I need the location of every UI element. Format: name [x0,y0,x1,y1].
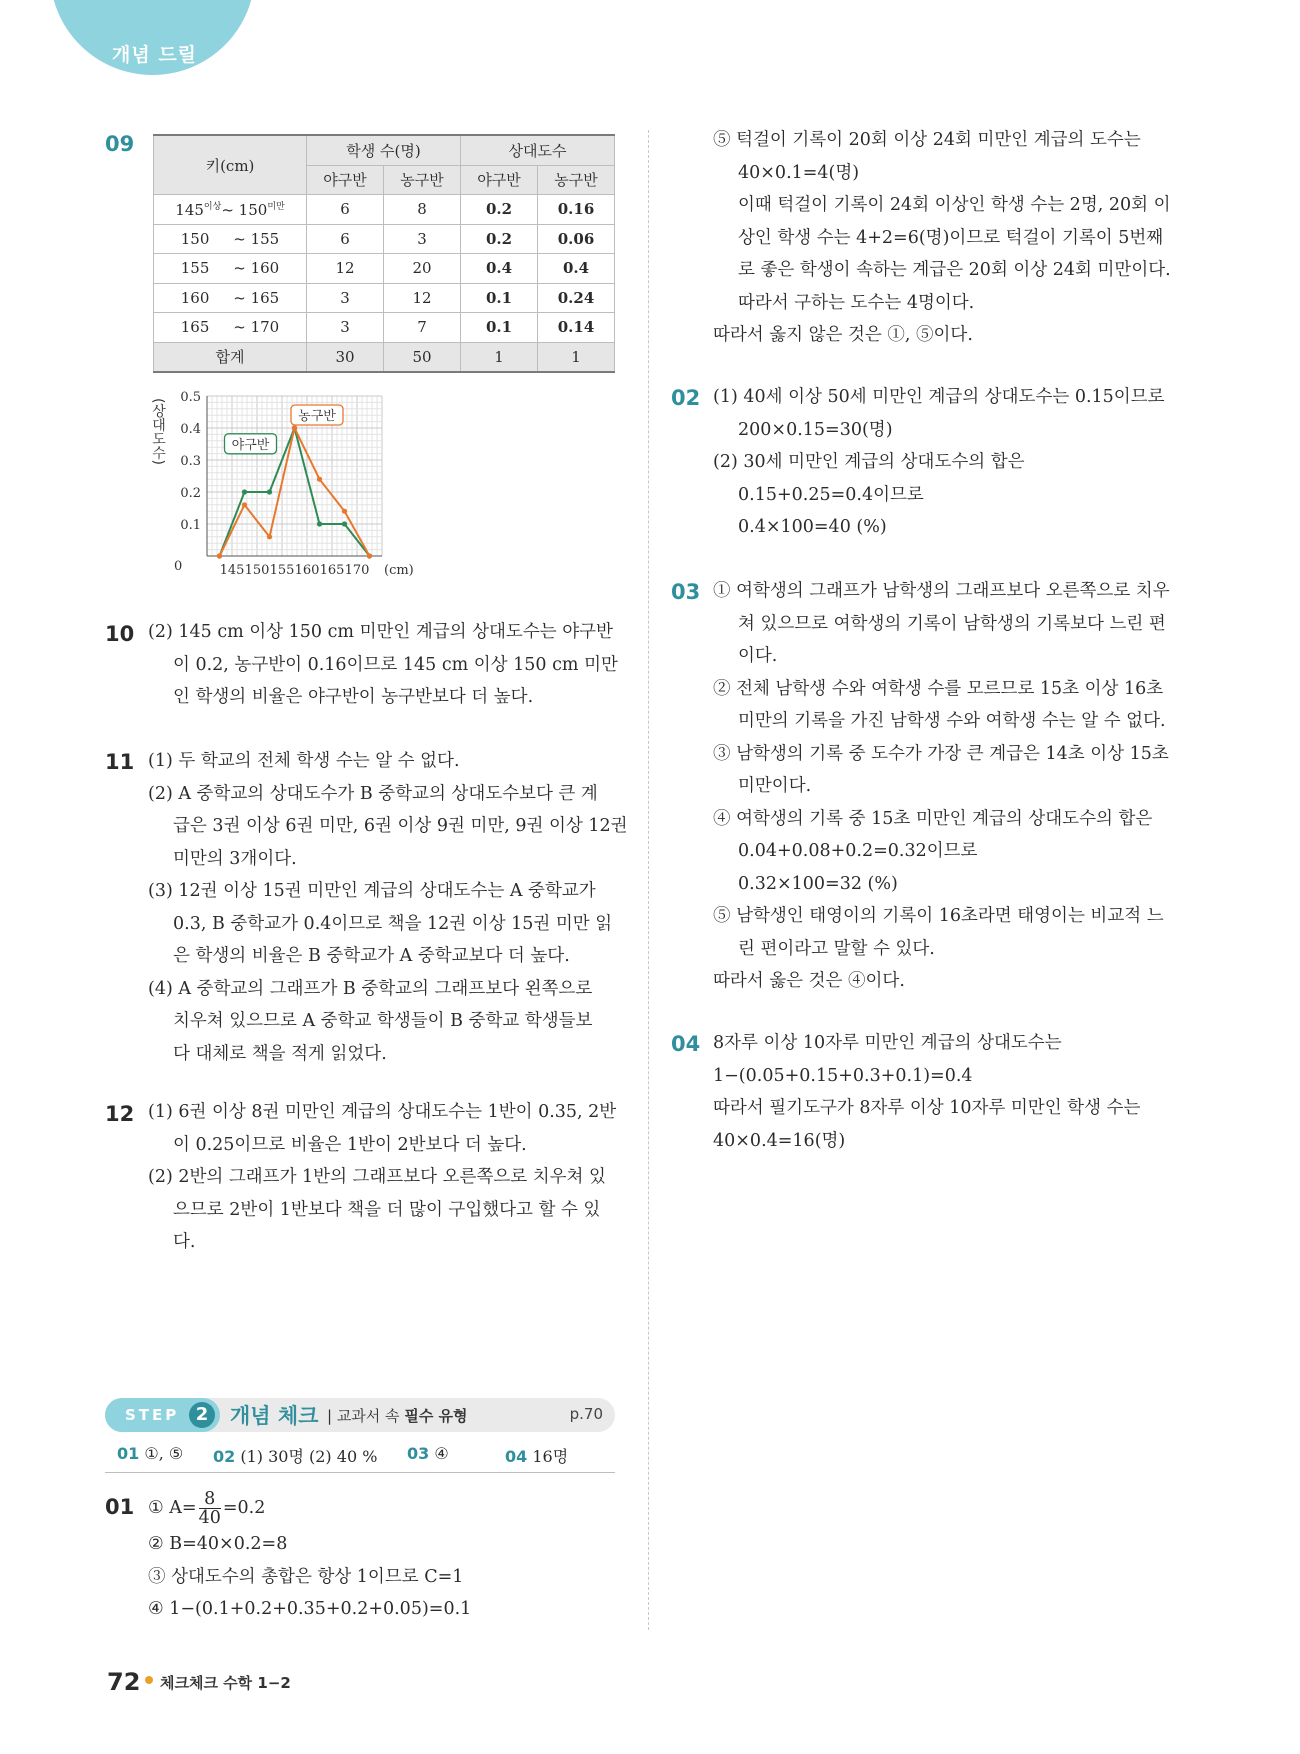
text-line: (2) 2반의 그래프가 1반의 그래프보다 오른쪽으로 치우쳐 있 [148,1167,606,1187]
class-range: 155 ~ 160 [154,254,307,284]
sub-baseball-count: 야구반 [307,165,384,195]
text-line: 40×0.1=4(명) [738,162,860,183]
y-tick-label: 0.2 [180,486,201,501]
cell: 6 [307,224,384,254]
cell: 3 [384,224,461,254]
step-subtitle: | 교과서 속 필수 유형 [327,1407,468,1425]
sub-basketball-rel: 농구반 [538,165,615,195]
data-point [342,509,347,514]
text-line: 상인 학생 수는 4+2=6(명)이므로 턱걸이 기록이 5번째 [738,227,1164,248]
x-tick-label: 160 [294,563,320,578]
text-line: 0.3, B 중학교가 0.4이므로 책을 12권 이상 15권 미만 읽 [173,913,613,934]
step2-bar [105,1398,615,1432]
text-line: 40×0.4=16(명) [713,1130,846,1151]
text-line: 1−(0.05+0.15+0.3+0.1)=0.4 [713,1065,973,1086]
cell: 50 [384,342,461,372]
problem-number-12: 12 [105,1102,135,1126]
text-line: (1) 40세 이상 50세 미만인 계급의 상대도수는 0.15이므로 [713,387,1165,407]
text-line: ② 전체 남학생 수와 여학생 수를 모르므로 15초 이상 16초 [713,678,1164,699]
text-line: (1) 두 학교의 전체 학생 수는 알 수 없다. [148,751,460,771]
y-tick-label: 0.5 [180,390,201,405]
text-line: 8자루 이상 10자루 미만인 계급의 상대도수는 [713,1033,1062,1053]
text-line: 쳐 있으므로 여학생의 기록이 남학생의 기록보다 느린 편 [738,613,1166,634]
cell: 0.14 [538,313,615,343]
sub-baseball-rel: 야구반 [461,165,538,195]
section-tab-label: 개념 드릴 [112,44,198,66]
legend-callout-basketball [291,405,343,425]
step2-answer-key [105,1438,615,1473]
y-tick-label: 0.4 [180,422,201,437]
text-line: 0.04+0.08+0.2=0.32이므로 [738,841,978,861]
cell: 0.16 [538,195,615,225]
table-row [154,195,615,225]
problem-number-s02: 02 [671,386,701,410]
text-line: 200×0.15=30(명) [738,419,893,440]
text-line: 0.15+0.25=0.4이므로 [738,484,924,505]
cell: 3 [307,283,384,313]
cell: 0.06 [538,224,615,254]
text-line: 따라서 옳은 것은 ④이다. [713,971,905,991]
text-line: ④ 1−(0.1+0.2+0.35+0.2+0.05)=0.1 [148,1599,472,1619]
cell: 20 [384,254,461,284]
text-line: 이때 턱걸이 기록이 24회 이상인 학생 수는 2명, 20회 이 [738,195,1171,215]
text-line: ④ 여학생의 기록 중 15초 미만인 계급의 상대도수의 합은 [713,808,1153,829]
text-line: 로 좋은 학생이 속하는 계급은 20회 이상 24회 미만이다. [738,260,1171,280]
step-label: STEP [125,1406,180,1424]
cell: 0.4 [538,254,615,284]
text-line: (1) 6권 이상 8권 미만인 계급의 상대도수는 1반이 0.35, 2반 [148,1102,617,1122]
x-tick-label: 165 [319,563,345,578]
answer-10 [148,616,628,714]
answer-key-item: 01 ①, ⑤ [117,1444,184,1463]
class-range: 150 ~ 155 [154,224,307,254]
callout-label: 농구반 [298,409,336,424]
x-tick-label: 170 [344,563,370,578]
text-line: ⑤ 남학생인 태영이의 기록이 16초라면 태영이는 비교적 느 [713,906,1164,926]
answer-s04 [713,1027,1193,1157]
text-line: ① 여학생의 그래프가 남학생의 그래프보다 오른쪽으로 치우 [713,581,1170,601]
text-line: 따라서 필기도구가 8자루 이상 10자루 미만인 학생 수는 [713,1098,1141,1118]
answer-key-item: 02 (1) 30명 (2) 40 % [213,1447,378,1466]
table-row [154,283,615,313]
problem-number-s03: 03 [671,580,701,604]
legend-callout-baseball [225,434,277,454]
step-page-ref: p.70 [569,1405,603,1423]
y-tick-label: 0.1 [180,518,201,533]
text-line: 급은 3권 이상 6권 미만, 6권 이상 9권 미만, 9권 이상 12권 [173,816,628,836]
step2-header [105,1398,615,1478]
data-point [242,502,247,507]
page-number: 72 [107,1668,141,1696]
text-line: ③ 상대도수의 총합은 항상 1이므로 C=1 [148,1566,464,1587]
data-point [292,425,297,430]
text-line: 다. [173,1232,196,1252]
cell: 1 [461,342,538,372]
answer-12 [148,1096,628,1259]
text-line: 미만의 기록을 가진 남학생 수와 여학생 수는 알 수 없다. [738,711,1166,731]
text-line: 다 대체로 책을 적게 읽었다. [173,1043,387,1064]
footer-dot-icon [145,1676,153,1684]
x-tick-label: 145 [219,563,245,578]
text-line: 0.32×100=32 (%) [738,873,898,894]
cell: 12 [307,254,384,284]
step-number: 2 [189,1402,215,1428]
answer-s02 [713,381,1193,544]
cell: 3 [307,313,384,343]
text-line: 으므로 2반이 1반보다 책을 더 많이 구입했다고 할 수 있 [173,1199,601,1220]
data-point [242,489,247,494]
callout-label: 야구반 [231,437,270,453]
data-point [217,553,222,558]
text-line: 은 학생의 비율은 B 중학교가 A 중학교보다 더 높다. [173,946,570,966]
x-tick-label: 150 [244,563,270,578]
group-students: 학생 수(명) [307,135,461,165]
answer-key-item: 04 16명 [505,1447,569,1466]
text-line: ③ 남학생의 기록 중 도수가 가장 큰 계급은 14초 이상 15초 [713,743,1169,764]
col-height: 키(cm) [154,135,307,195]
cell: 7 [384,313,461,343]
relative-frequency-polygon [150,390,414,585]
data-point [267,489,272,494]
cell: 0.1 [461,313,538,343]
cell: 30 [307,342,384,372]
cell: 0.2 [461,224,538,254]
data-point [267,534,272,539]
text-line: 이 0.25이므로 비율은 1반이 2반보다 더 높다. [173,1134,527,1155]
answer-s01-continued [713,124,1193,352]
group-relative: 상대도수 [461,135,615,165]
cell: 6 [307,195,384,225]
text-line: 인 학생의 비율은 야구반이 농구반보다 더 높다. [173,687,534,707]
cell: 0.1 [461,283,538,313]
cell: 0.4 [461,254,538,284]
class-range: 165 ~ 170 [154,313,307,343]
problem-number-09: 09 [105,132,135,156]
cell: 1 [538,342,615,372]
data-point [342,521,347,526]
text-line: (2) A 중학교의 상대도수가 B 중학교의 상대도수보다 큰 계 [148,783,598,804]
table-row [154,224,615,254]
text-line: 따라서 옳지 않은 것은 ①, ⑤이다. [713,325,973,345]
table-row [154,254,615,284]
y-tick-label: 0.3 [180,454,201,469]
text-line: (4) A 중학교의 그래프가 B 중학교의 그래프보다 왼쪽으로 [148,978,593,999]
text-line: ⑤ 턱걸이 기록이 20회 이상 24회 미만인 계급의 도수는 [713,130,1141,150]
text-line: (2) 145 cm 이상 150 cm 미만인 계급의 상대도수는 야구반 [148,622,613,642]
cell: 0.24 [538,283,615,313]
text-line: (2) 30세 미만인 계급의 상대도수의 합은 [713,452,1025,472]
column-divider [648,130,649,1630]
sub-basketball-count: 농구반 [384,165,461,195]
text-line: (3) 12권 이상 15권 미만인 계급의 상대도수는 A 중학교가 [148,881,596,901]
text-line: 이다. [738,646,778,666]
class-range: 160 ~ 165 [154,283,307,313]
text-line: 미만이다. [738,776,812,796]
x-axis-label: (cm) [384,563,414,578]
text-line: 0.4×100=40 (%) [738,517,887,537]
text-line: ② B=40×0.2=8 [148,1534,288,1554]
answer-11 [148,745,628,1070]
cell: 12 [384,283,461,313]
cell: 8 [384,195,461,225]
data-point [317,477,322,482]
table-total-row [154,342,615,372]
text-line: ① A= $\frac{8}{40}$ =0.2 [148,1489,266,1528]
answer-s03 [713,575,1193,998]
total-label: 합계 [154,342,307,372]
x-tick-label: 155 [269,563,295,578]
problem-number-s04: 04 [671,1032,701,1056]
frequency-table [153,134,615,373]
y-axis-label: (상대도수) [150,398,166,465]
table-row [154,313,615,343]
book-title: 체크체크 수학 1−2 [160,1674,291,1692]
problem-number-s01: 01 [105,1495,135,1519]
answer-s01 [148,1488,628,1626]
text-line: 치우쳐 있으므로 A 중학교 학생들이 B 중학교 학생들보 [173,1011,593,1031]
cell: 0.2 [461,195,538,225]
answer-key-item: 03 ④ [407,1444,449,1463]
text-line: 따라서 구하는 도수는 4명이다. [738,292,975,313]
text-line: 이 0.2, 농구반이 0.16이므로 145 cm 이상 150 cm 미만 [173,654,618,675]
text-line: 미만의 3개이다. [173,848,297,869]
problem-number-10: 10 [105,622,135,646]
data-point [317,521,322,526]
step-title: 개념 체크 [230,1404,319,1428]
problem-number-11: 11 [105,750,135,774]
class-range: $145^{이상}\sim$ $150^{미만}$ [154,195,307,225]
origin-label: 0 [174,559,183,574]
data-point [367,553,372,558]
text-line: 린 편이라고 말할 수 있다. [738,938,935,959]
